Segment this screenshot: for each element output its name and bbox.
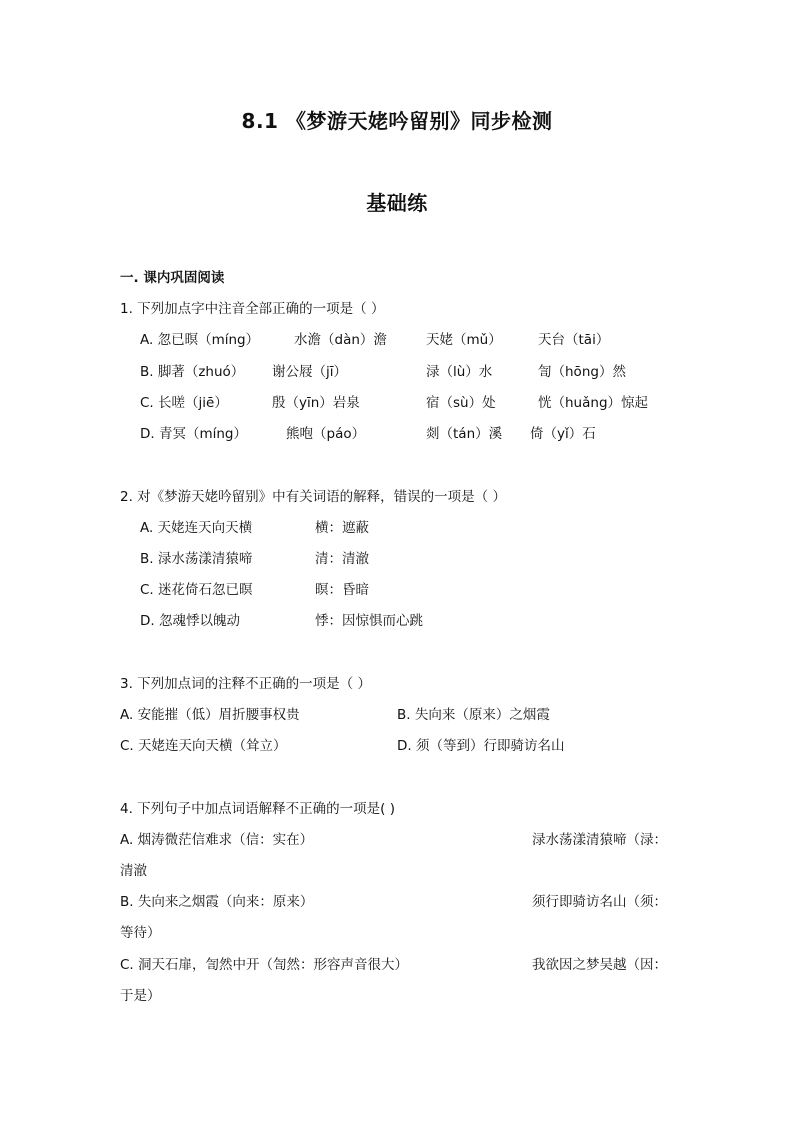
option-cell: A. 烟涛微茫信难求（信：实在） [120, 832, 314, 848]
option-cell: B. 失向来之烟霞（向来：原来） [120, 894, 314, 910]
option-cell: A. 安能摧（低）眉折腰事权贵 [120, 707, 300, 723]
option-row [0, 330, 794, 350]
option-continuation: 于是） [120, 988, 161, 1004]
question-1-stem: 1. 下列加点字中注音全部正确的一项是（ ） [120, 301, 385, 317]
option-cell: 悸：因惊惧而心跳 [315, 613, 423, 629]
option-row [0, 611, 794, 631]
option-row [0, 393, 794, 413]
option-cell: 宿（sù）处 [426, 395, 496, 411]
option-cell: 渌水荡漾清猿啼（渌： [532, 832, 667, 848]
page-title: 8.1 《梦游天姥吟留别》同步检测 [241, 109, 553, 133]
option-cell: 须行即骑访名山（须： [532, 894, 667, 910]
option-cell: C. 洞天石扉，訇然中开（訇然：形容声音很大） [120, 957, 409, 973]
option-cell: B. 脚著（zhuó） [140, 364, 245, 380]
option-cell: 倚（yǐ）石 [530, 426, 596, 442]
option-cell: B. 渌水荡漾清猿啼 [140, 551, 253, 567]
option-row [0, 362, 794, 382]
option-cell: D. 忽魂悸以魄动 [140, 613, 240, 629]
option-cell: B. 失向来（原来）之烟霞 [397, 707, 550, 723]
option-cell: 剡（tán）溪 [426, 426, 503, 442]
option-cell: D. 须（等到）行即骑访名山 [397, 738, 565, 754]
option-cell: C. 长嗟（jiē） [140, 395, 228, 411]
question-3-stem: 3. 下列加点词的注释不正确的一项是（ ） [120, 676, 371, 692]
option-row [0, 518, 794, 538]
option-cell: 熊咆（páo） [286, 426, 366, 442]
option-cell: A. 天姥连天向天横 [140, 520, 253, 536]
option-row [0, 424, 794, 444]
option-cell: 横：遮蔽 [315, 520, 369, 536]
option-cell: 恍（huǎng）惊起 [538, 395, 649, 411]
option-cell: 水澹（dàn）澹 [294, 332, 387, 348]
option-cell: C. 天姥连天向天横（耸立） [120, 738, 287, 754]
option-row [0, 549, 794, 569]
option-continuation: 清澈 [120, 863, 147, 879]
option-cell: 天姥（mǔ） [426, 332, 502, 348]
section-title: 一. 课内巩固阅读 [120, 270, 225, 286]
option-cell: 天台（tāi） [538, 332, 610, 348]
option-cell: 暝：昏暗 [315, 582, 369, 598]
option-cell: 殷（yīn）岩泉 [272, 395, 360, 411]
option-row [0, 830, 794, 850]
section-heading: 基础练 [366, 191, 428, 215]
option-row [0, 955, 794, 975]
option-cell: 谢公屐（jī） [272, 364, 348, 380]
option-cell: C. 迷花倚石忽已暝 [140, 582, 253, 598]
question-4-stem: 4. 下列句子中加点词语解释不正确的一项是( ) [120, 801, 395, 817]
option-row [0, 736, 794, 756]
option-cell: 渌（lù）水 [426, 364, 493, 380]
option-cell: 清：清澈 [315, 551, 369, 567]
option-cell: 訇（hōng）然 [538, 364, 626, 380]
option-row [0, 892, 794, 912]
option-cell: D. 青冥（míng） [140, 426, 248, 442]
option-row [0, 705, 794, 725]
question-2-stem: 2. 对《梦游天姥吟留别》中有关词语的解释，错误的一项是（ ） [120, 489, 506, 505]
option-cell: A. 忽已暝（míng） [140, 332, 260, 348]
option-row [0, 580, 794, 600]
option-cell: 我欲因之梦吴越（因： [532, 957, 667, 973]
option-continuation: 等待） [120, 925, 161, 941]
